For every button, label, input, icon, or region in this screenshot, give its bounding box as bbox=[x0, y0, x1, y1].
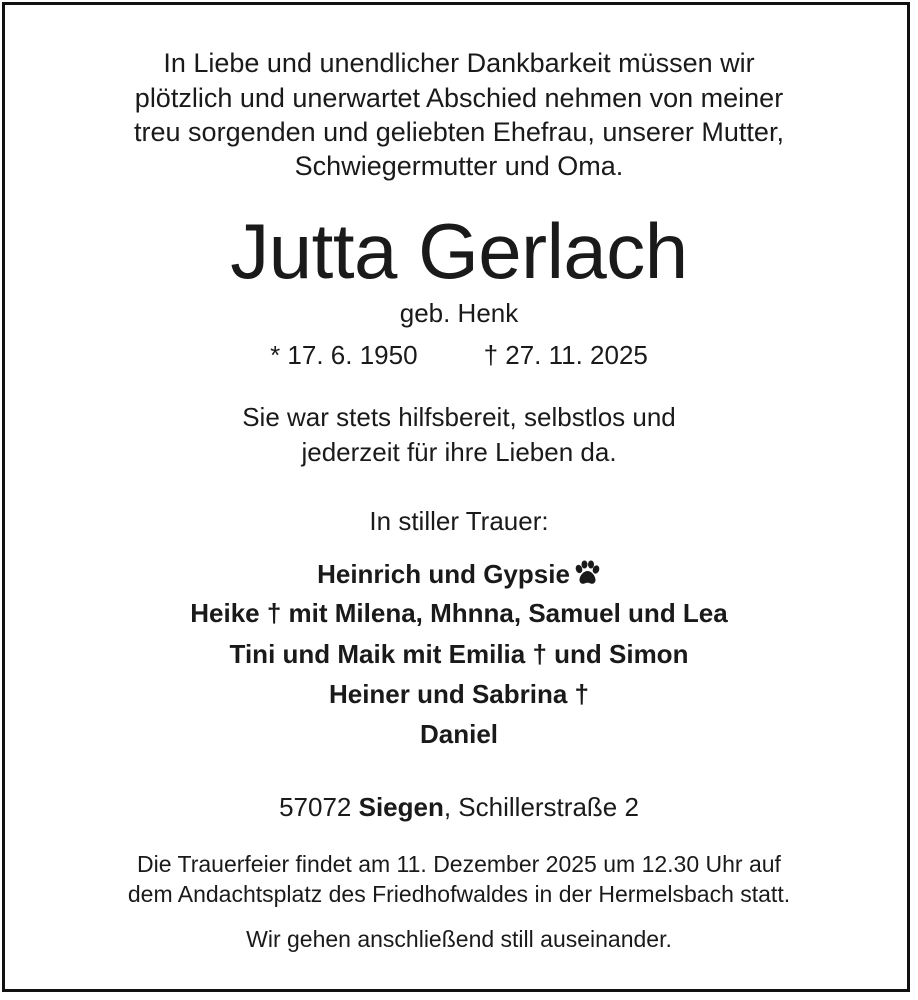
address-street: , Schillerstraße 2 bbox=[443, 792, 639, 822]
paw-print-icon bbox=[573, 560, 601, 586]
tribute-line-2: jederzeit für ihre Lieben da. bbox=[301, 437, 617, 467]
address-city: Siegen bbox=[358, 792, 444, 822]
family-line-3: Tini und Maik mit Emilia † und Simon bbox=[229, 639, 689, 669]
service-line-1: Die Trauerfeier findet am 11. Dezember 2025 um 12.30 Uhr auf bbox=[137, 851, 781, 877]
tribute-line-1: Sie war stets hilfsbereit, selbstlos und bbox=[242, 402, 676, 432]
intro-line-3: treu sorgenden und geliebten Ehefrau, unserer Mutter, bbox=[134, 117, 784, 147]
address-zip: 57072 bbox=[279, 792, 352, 822]
family-line-4: Heiner und Sabrina † bbox=[328, 679, 590, 709]
deceased-name: Jutta Gerlach bbox=[230, 207, 688, 295]
life-dates bbox=[0, 340, 918, 371]
family-line-5: Daniel bbox=[419, 719, 499, 749]
intro-line-2: plötzlich und unerwartet Abschied nehmen von meiner bbox=[134, 83, 784, 113]
address bbox=[0, 792, 918, 823]
death-date: † 27. 11. 2025 bbox=[483, 340, 648, 370]
family-line-1-text: Heinrich und Gypsie bbox=[317, 559, 570, 589]
mourning-label: In stiller Trauer: bbox=[369, 506, 549, 536]
intro-line-1: In Liebe und unendlicher Dankbarkeit müssen wir bbox=[163, 48, 755, 78]
family-line-2: Heike † mit Milena, Mhnna, Samuel und Lea bbox=[190, 598, 728, 628]
closing-line: Wir gehen anschließend still auseinander. bbox=[246, 926, 672, 952]
family-line-1 bbox=[0, 559, 918, 590]
birth-date: * 17. 6. 1950 bbox=[270, 340, 418, 370]
birth-name: geb. Henk bbox=[399, 298, 519, 328]
service-line-2: dem Andachtsplatz des Friedhofwaldes in der Hermelsbach statt. bbox=[127, 881, 791, 907]
intro-line-4: Schwiegermutter und Oma. bbox=[294, 151, 624, 181]
